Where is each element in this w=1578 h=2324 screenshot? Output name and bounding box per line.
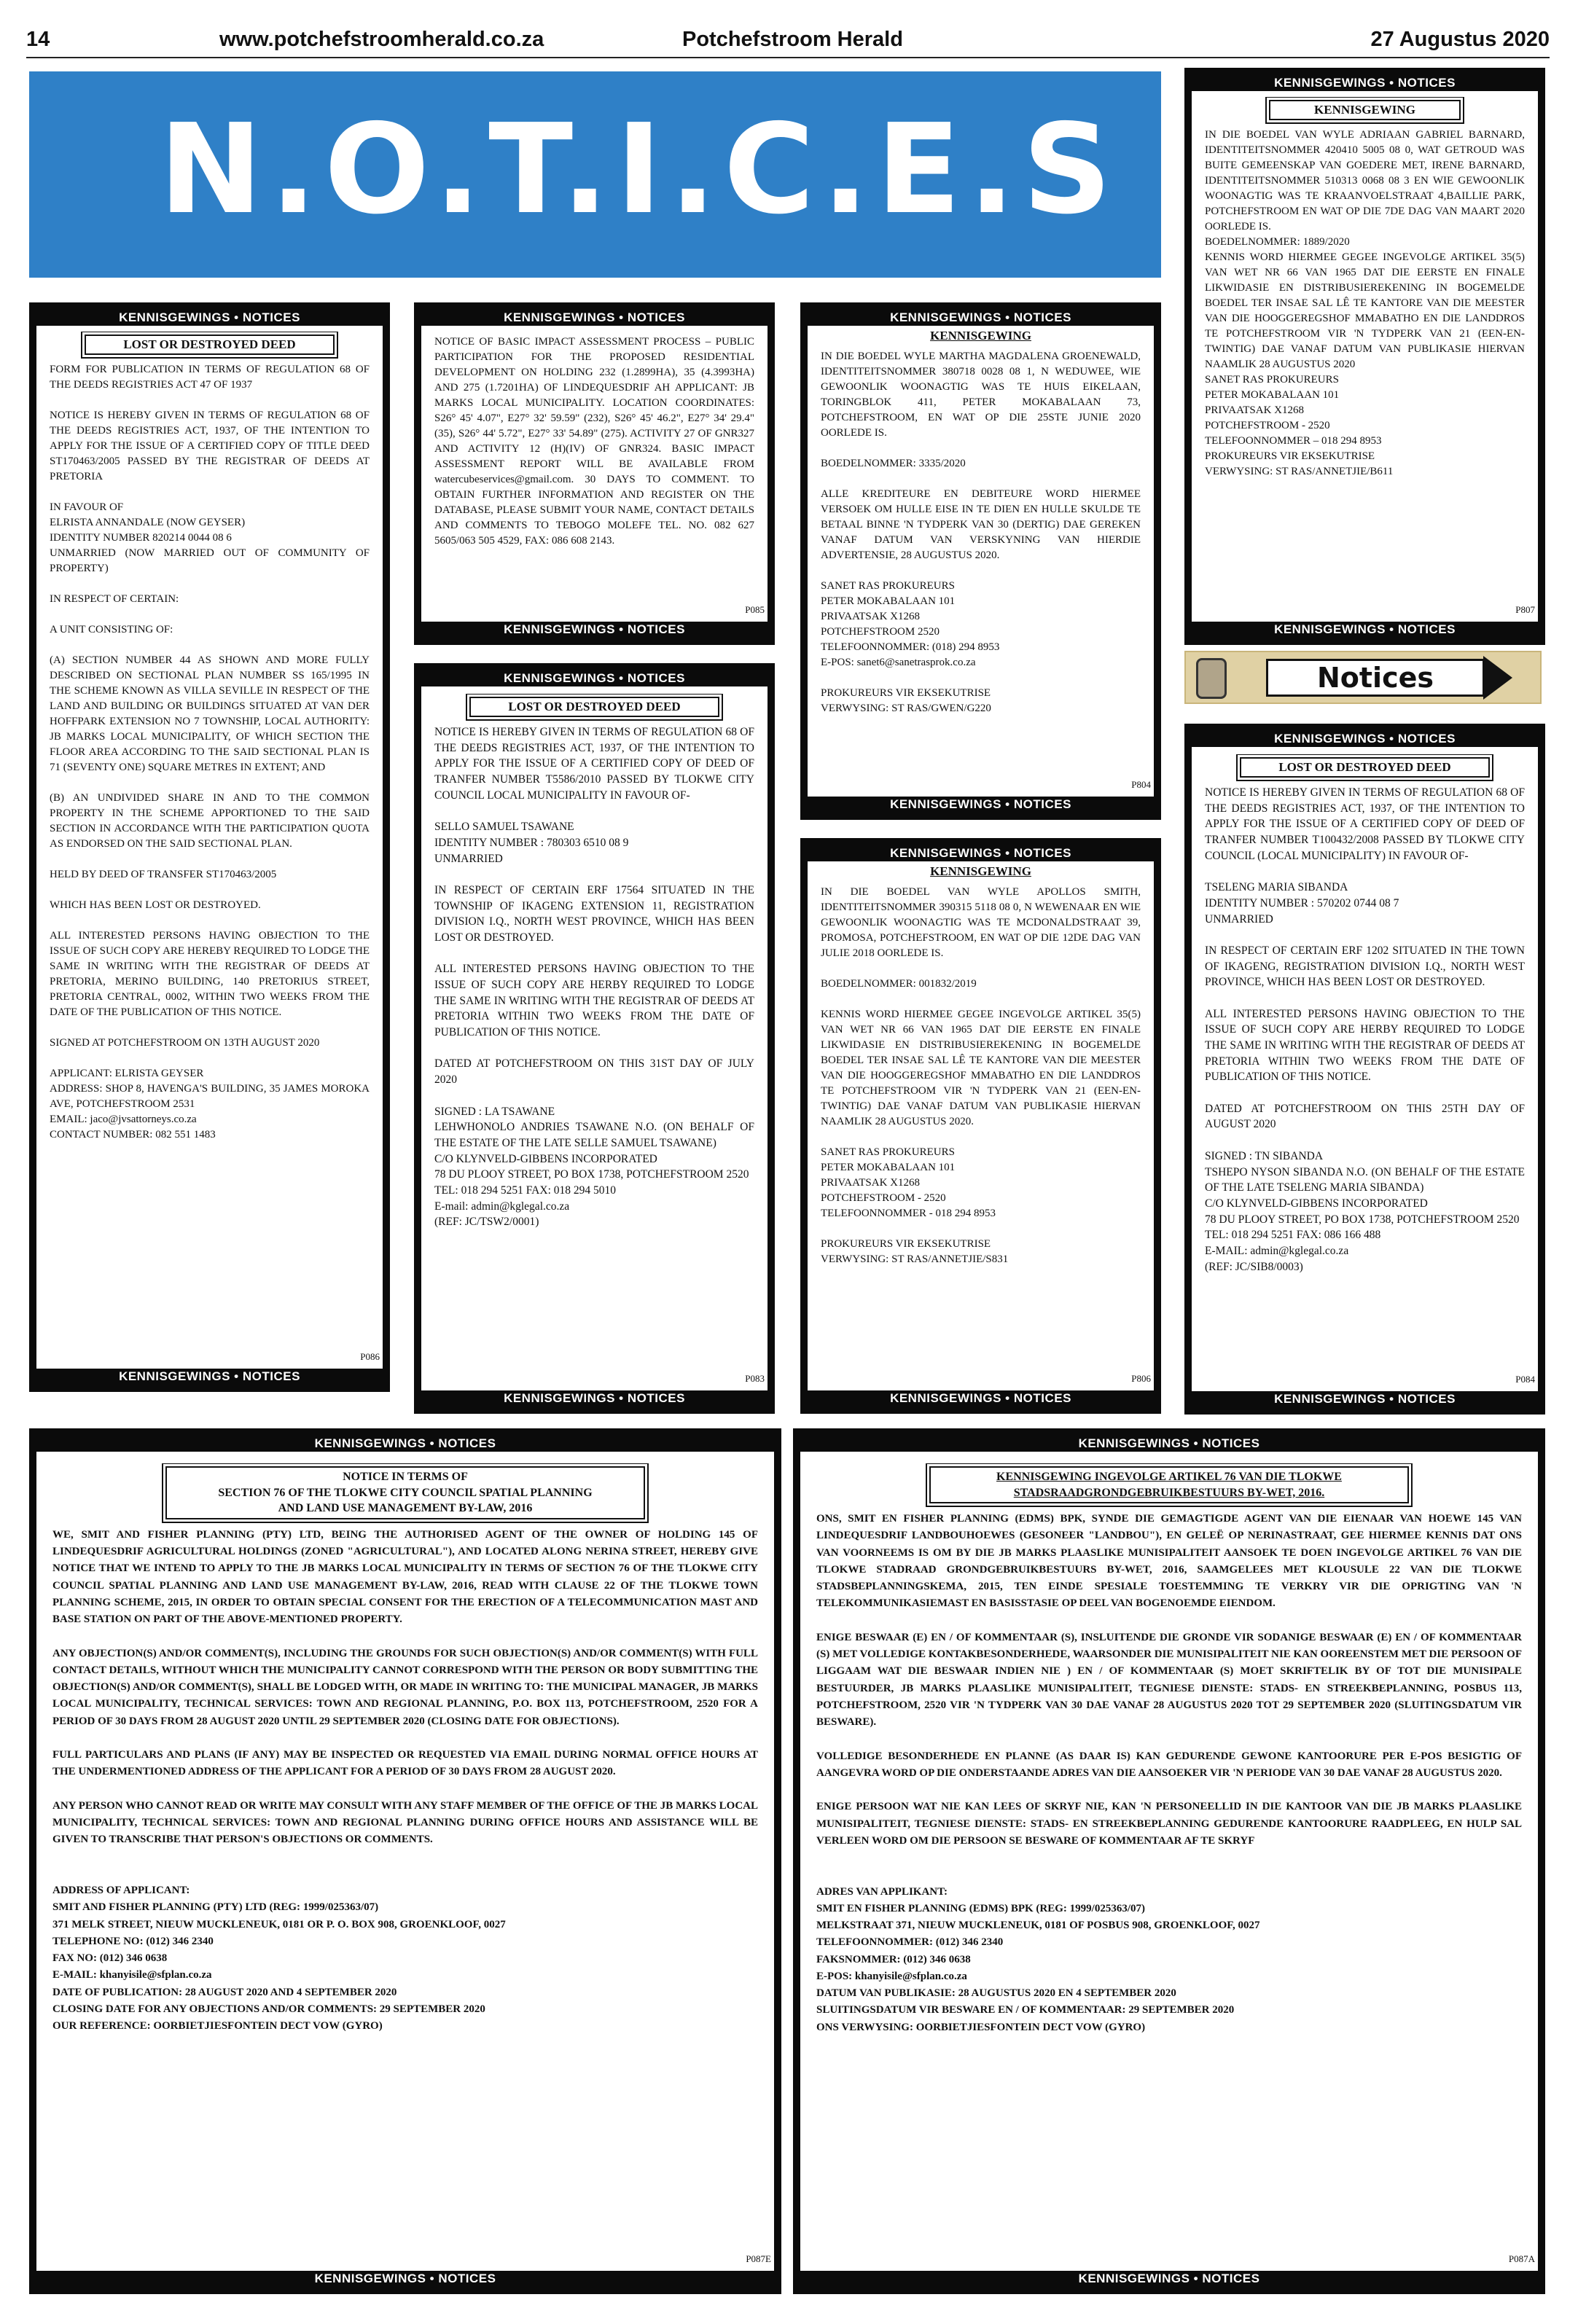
notice-title: LOST OR DESTROYED DEED bbox=[469, 697, 719, 717]
notice-p085 bbox=[414, 302, 775, 645]
notice-footer-bar: KENNISGEWINGS • NOTICES bbox=[800, 2271, 1538, 2287]
notice-p087e bbox=[29, 1428, 781, 2294]
notice-footer-bar: KENNISGEWINGS • NOTICES bbox=[421, 1390, 767, 1406]
notice-footer-bar: KENNISGEWINGS • NOTICES bbox=[36, 2271, 774, 2287]
notice-title: KENNISGEWING bbox=[930, 329, 1031, 343]
notice-reference: P804 bbox=[1131, 779, 1151, 790]
notice-body: FORM FOR PUBLICATION IN TERMS OF REGULATION 68 OF THE DEEDS REGISTRIES ACT 47 OF 1937 NOTICE IS HEREBY GIVEN IN TERMS OF REGULATION 68 OF THE DEEDS REGISTRIES ACT, 1937, OF THE INTENTION TO APPLY FOR THE ISSUE OF A CERTIFIED COPY OF TITLE DEED ST170463/2005 PASSED BY THE REGISTRAR OF DEEDS AT PRETORIA IN FAVOUR OF ELRISTA ANNANDALE (NOW GEYSER) IDENTITY NUMBER 820214 0044 08 6 UNMARRIED (NOW MARRIED OUT OF COMMUNITY OF PROPERTY) IN RESPECT OF CERTAIN: A UNIT CONSISTING OF: (A) SECTION NUMBER 44 AS SHOWN AND MORE FULLY DESCRIBED ON SECTIONAL PLAN NUMBER SS 165/1995 IN THE SCHEME KNOWN AS VILLA SEVILLE IN RESPECT OF THE LAND AND BUILDING OR BUILDINGS SITUATED AT VAN DER HOFFPARK EXTENSION NO 7 TOWNSHIP, LOCAL AUTHORITY: JB MARKS LOCAL MUNICIPALITY, OF WHICH SECTION THE FLOOR AREA ACCORDING TO THE SAID SECTIONAL PLAN IS 71 (SEVENTY ONE) SQUARE METRES IN EXTENT; AND (B) AN UNDIVIDED SHARE IN AND TO THE COMMON PROPERTY IN THE SCHEME APPORTIONED TO THE SAID SECTION IN ACCORDANCE WITH THE PARTICIPATION QUOTA AS ENDORSED ON THE SAID SECTIONAL PLAN. HELD BY DEED OF TRANSFER ST170463/2005 WHICH HAS BEEN LOST OR DESTROYED. ALL INTERESTED PERSONS HAVING OBJECTION TO THE ISSUE OF SUCH COPY ARE HEREBY REQUIRED TO LODGE THE SAME IN WRITING WITH THE REGISTRAR OF DEEDS AT PRETORIA, MERINO BUILDING, 140 PRETORIUS STREET, PRETORIA CENTRAL, 0002, WITHIN TWO WEEKS FROM THE DATE OF THE PUBLICATION OF THIS NOTICE. SIGNED AT POTCHEFSTROOM ON 13TH AUGUST 2020 APPLICANT: ELRISTA GEYSER ADDRESS: SHOP 8, HAVENGA'S BUILDING, 35 JAMES MOROKA AVE, POTCHEFSTROOM 2531 EMAIL: jaco@jvsattorneys.co.za CONTACT NUMBER: 082 551 1483 bbox=[50, 364, 370, 1141]
notice-header-bar: KENNISGEWINGS • NOTICES bbox=[808, 310, 1154, 326]
notice-title: LOST OR DESTROYED DEED bbox=[1240, 757, 1489, 778]
banner-title: N.O.T.I.C.E.S bbox=[159, 98, 1120, 242]
notice-footer-bar: KENNISGEWINGS • NOTICES bbox=[808, 1390, 1154, 1406]
notice-footer-bar: KENNISGEWINGS • NOTICES bbox=[421, 622, 767, 638]
notice-title: KENNISGEWING bbox=[1269, 100, 1461, 120]
notice-reference: P084 bbox=[1515, 1374, 1535, 1385]
notice-header-bar: KENNISGEWINGS • NOTICES bbox=[36, 1436, 774, 1452]
notice-reference: P087E bbox=[746, 2253, 771, 2264]
notice-reference: P086 bbox=[360, 1351, 380, 1362]
newspaper-name: Potchefstroom Herald bbox=[682, 28, 903, 51]
notice-body: WE, SMIT AND FISHER PLANNING (PTY) LTD, BEING THE AUTHORISED AGENT OF THE OWNER OF HOLDING 145 OF LINDEQUESDRIF AGRICULTURAL HOLDINGS (ZONED "AGRICULTURAL"), AND LOCATED ALONG NERINA STREET, HEREBY GIVE NOTICE THAT WE INTEND TO APPLY TO THE JB MARKS LOCAL MUNICIPALITY IN TERMS OF SECTION 76 OF THE TLOKWE CITY COUNCIL SPATIAL PLANNING AND LAND USE MANAGEMENT BY-LAW, 2016, READ WITH CLAUSE 22 OF THE TLOKWE TOWN PLANNING SCHEME, 2015, IN ORDER TO OBTAIN SPECIAL CONSENT FOR THE ERECTION OF A TELECOMMUNICATION MAST AND BASE STATION ON PART OF THE ABOVE-MENTIONED PROPERTY. ANY OBJECTION(S) AND/OR COMMENT(S), INCLUDING THE GROUNDS FOR SUCH OBJECTION(S) AND/OR COMMENT(S) WITH FULL CONTACT DETAILS, WITHOUT WHICH THE MUNICIPALITY CANNOT CORRESPOND WITH THE PERSON OR BODY SUBMITTING THE OBJECTION(S) AND/OR COMMENT(S), SHALL BE LODGED WITH, OR MADE IN WRITING TO: THE MUNICIPAL MANAGER, JB MARKS LOCAL MUNICIPALITY, TECHNICAL SERVICES: TOWN AND REGIONAL PLANNING, P.O. BOX 113, POTCHEFSTROOM, 2520 FOR A PERIOD OF 30 DAYS FROM 28 AUGUST 2020 UNTIL 29 SEPTEMBER 2020 (CLOSING DATE FOR OBJECTIONS). FULL PARTICULARS AND PLANS (IF ANY) MAY BE INSPECTED OR REQUESTED VIA EMAIL DURING NORMAL OFFICE HOURS AT THE UNDERMENTIONED ADDRESS OF THE APPLICANT FOR A PERIOD OF 30 DAYS FROM 28 AUGUST 2020. ANY PERSON WHO CANNOT READ OR WRITE MAY CONSULT WITH ANY STAFF MEMBER OF THE OFFICE OF THE JB MARKS LOCAL MUNICIPALITY, TECHNICAL SERVICES: TOWN AND REGIONAL PLANNING DURING OFFICE HOURS AND ASSISTANCE WILL BE GIVEN TO TRANSCRIBE THAT PERSON'S OBJECTIONS OR COMMENTS. ADDRESS OF APPLICANT: SMIT AND FISHER PLANNING (PTY) LTD (REG: 1999/025363/07) 371 MELK STREET, NIEUW MUCKLENEUK, 0181 OR P. O. BOX 908, GROENKLOOF, 0027 TELEPHONE NO: (012) 346 2340 FAX NO: (012) 346 0638 E-MAIL: khanyisile@sfplan.co.za DATE OF PUBLICATION: 28 AUGUST 2020 AND 4 SEPTEMBER 2020 CLOSING DATE FOR ANY OBJECTIONS AND/OR COMMENTS: 29 SEPTEMBER 2020 OUR REFERENCE: OORBIETJIESFONTEIN DECT VOW (GYRO) bbox=[52, 1528, 758, 2032]
arrow-right-icon bbox=[1483, 656, 1512, 700]
notice-p087a bbox=[793, 1428, 1545, 2294]
website-url[interactable]: www.potchefstroomherald.co.za bbox=[219, 28, 544, 51]
notice-header-bar: KENNISGEWINGS • NOTICES bbox=[808, 845, 1154, 861]
notice-body: NOTICE IS HEREBY GIVEN IN TERMS OF REGULATION 68 OF THE DEEDS REGISTRIES ACT, 1937, OF THE INTENTION TO APPLY FOR THE ISSUE OF A CERTIFIED COPY OF DEED OF TRANFER NUMBER T5586/2010 PASSED BY TLOKWE CITY COUNCIL LOCAL MUNICIPALITY IN FAVOUR OF- SELLO SAMUEL TSAWANE IDENTITY NUMBER : 780303 6510 08 9 UNMARRIED IN RESPECT OF CERTAIN ERF 17564 SITUATED IN THE TOWNSHIP OF IKAGENG EXTENSION 11, REGISTRATION DIVISION I.Q., NORTH WEST PROVINCE, WHICH HAS BEEN LOST OR DESTROYED. ALL INTERESTED PERSONS HAVING OBJECTION TO THE ISSUE OF SUCH COPY ARE HERBY REQUIRED TO LODGE THE SAME IN WRITING WITH THE REGISTRAR OF DEEDS AT PRETORIA WITHIN TWO WEEKS FROM THE DATE OF PUBLICATION OF THIS NOTICE. DATED AT POTCHEFSTROOM ON THIS 31ST DAY OF JULY 2020 SIGNED : LA TSAWANE LEHWHONOLO ANDRIES TSAWANE N.O. (ON BEHALF OF THE ESTATE OF THE LATE SELLE SAMUEL TSAWANE) C/O KLYNVELD-GIBBENS INCORPORATED 78 DU PLOOY STREET, PO BOX 1738, POTCHEFSTROOM 2520 TEL: 018 294 5251 FAX: 018 294 5010 E-mail: admin@kglegal.co.za (REF: JC/TSW2/0001) bbox=[434, 726, 754, 1229]
notice-title: KENNISGEWING bbox=[930, 864, 1031, 878]
page-number: 14 bbox=[26, 28, 50, 51]
notice-header-bar: KENNISGEWINGS • NOTICES bbox=[800, 1436, 1538, 1452]
notice-header-bar: KENNISGEWINGS • NOTICES bbox=[1192, 731, 1538, 747]
notice-p086 bbox=[29, 302, 390, 1392]
notice-p804 bbox=[800, 302, 1161, 820]
notices-banner bbox=[29, 71, 1161, 278]
notice-header-bar: KENNISGEWINGS • NOTICES bbox=[1192, 75, 1538, 91]
notice-body: ONS, SMIT EN FISHER PLANNING (EDMS) BPK, SYNDE DIE GEMAGTIGDE AGENT VAN DIE EIENAAR VAN HOEWE 145 VAN LINDEQUESDRIF LANDBOUHOEWES (GESONEER "LANDBOU"), EN GELEË OP NERINASTRAAT, GEE HIERMEE KENNIS DAT ONS VAN VOORNEEMS IS OM BY DIE JB MARKS PLAASLIKE MUNISIPALITEIT AANSOEK TE DOEN INGEVOLGE ARTIKEL 76 VAN DIE TLOKWE STADRAAD GRONDGEBRUIKBESTUURS BY-WET, 2016, SAAMGELEES MET KLOUSULE 22 VAN DIE TLOKWE STADSBEPLANNINGSKEMA, 2015, TEN EINDE SPESIALE TOESTEMMING TE VERKRY VIR DIE OPRIGTING VAN 'N TELEKOMMUNIKASIEMAST EN BASISSTASIE OP DEEL VAN BOGENOEMDE EIENDOM. ENIGE BESWAAR (E) EN / OF KOMMENTAAR (S), INSLUITENDE DIE GRONDE VIR SODANIGE BESWAAR (E) EN / OF KOMMENTAAR (S) MET VOLLEDIGE KONTAKBESONDERHEDE, WAARSONDER DIE MUNISIPALITEIT NIE KAN OOREENSTEM MET DIE PERSOON OF LIGGAAM WAT DIE BESWAAR INDIEN NIE ) EN / OF KOMMENTAAR (S) MOET SKRIFTELIK BY OF TOT DIE MUNISIPALE BESTUURDER, JB MARKS PLAASLIKE MUNISIPALITEIT, TEGNIESE DIENSTE: STADS- EN STREEKBEPLANNING, POSBUS 113, POTCHEFSTROOM, 2520 VIR 'N TYDPERK VAN 30 DAE VANAF 28 AUGUSTUS 2020 TOT 29 SEPTEMBER 2020 (SLUITINGSDATUM VIR BESWARE). VOLLEDIGE BESONDERHEDE EN PLANNE (AS DAAR IS) KAN GEDURENDE GEWONE KANTOORURE PER E-POS BESIGTIG OF AANGEVRA WORD OP DIE ONDERSTAANDE ADRES VAN DIE AANSOEKER VIR 'N PERIODE VAN 30 DAE VANAF 28 AUGUSTUS 2020. ENIGE PERSOON WAT NIE KAN LEES OF SKRYF NIE, KAN 'N PERSONEELLID IN DIE KANTOOR VAN DIE JB MARKS PLAASLIKE MUNISIPALITEIT, TEGNIESE DIENSTE: STADS- EN STREEKBEPLANNING GEDURENDE KANTOORURE RAADPLEEG, EN HULP SAL VERLEEN WORD OM DIE PERSOON SE BESWARE OF KOMMENTAAR AF TE SKRYF ADRES VAN APPLIKANT: SMIT EN FISHER PLANNING (EDMS) BPK (REG: 1999/025363/07) MELKSTRAAT 371, NIEUW MUCKLENEUK, 0181 OF POSBUS 908, GROENKLOOF, 0027 TELEFOONNOMMER: (012) 346 2340 FAKSNOMMER: (012) 346 0638 E-POS: khanyisile@sfplan.co.za DATUM VAN PUBLIKASIE: 28 AUGUSTUS 2020 EN 4 SEPTEMBER 2020 SLUITINGSDATUM VIR BESWARE EN / OF KOMMENTAAR: 29 SEPTEMBER 2020 ONS VERWYSING: OORBIETJIESFONTEIN DECT VOW (GYRO) bbox=[816, 1513, 1522, 2033]
notice-p084 bbox=[1184, 724, 1545, 1415]
notice-body: NOTICE IS HEREBY GIVEN IN TERMS OF REGULATION 68 OF THE DEEDS REGISTRIES ACT, 1937, OF THE INTENTION TO APPLY FOR THE ISSUE OF A CERTIFIED COPY OF DEED OF TRANFER NUMBER T100432/2008 PASSED BY TLOKWE CITY COUNCIL (LOCAL MUNICIPALITY) IN FAVOUR OF- TSELENG MARIA SIBANDA IDENTITY NUMBER : 570202 0744 08 7 UNMARRIED IN RESPECT OF CERTAIN ERF 1202 SITUATED IN THE TOWN OF IKAGENG, REGISTRATION DIVISION I.Q., NORTH WEST PROVINCE, WHICH HAS BEEN LOST OR DESTROYED. ALL INTERESTED PERSONS HAVING OBJECTION TO THE ISSUE OF SUCH COPY ARE HERBY REQUIRED TO LODGE THE SAME IN WRITING WITH THE REGISTRAR OF DEEDS AT PRETORIA WITHIN TWO WEEKS FROM THE DATE OF PUBLICATION OF THIS NOTICE. DATED AT POTCHEFSTROOM ON THIS 25TH DAY OF AUGUST 2020 SIGNED : TN SIBANDA TSHEPO NYSON SIBANDA N.O. (ON BEHALF OF THE ESTATE OF THE LATE TSELENG MARIA SIBANDA) C/O KLYNVELD-GIBBENS INCORPORATED 78 DU PLOOY STREET, PO BOX 1738, POTCHEFSTROOM 2520 TEL: 018 294 5251 FAX: 086 166 488 E-MAIL: admin@kglegal.co.za (REF: JC/SIB8/0003) bbox=[1205, 786, 1525, 1273]
notice-reference: P087A bbox=[1508, 2253, 1535, 2264]
notice-header-bar: KENNISGEWINGS • NOTICES bbox=[421, 310, 767, 326]
notice-reference: P083 bbox=[745, 1373, 765, 1384]
notice-title: LOST OR DESTROYED DEED bbox=[85, 334, 334, 355]
notice-body: IN DIE BOEDEL VAN WYLE APOLLOS SMITH, IDENTITEITSNOMMER 390315 5118 08 0, N WEWENAAR EN WIE GEWOONLIK WOONAGTIG WAS TE MCDONALDSTRAAT 39, PROMOSA, POTCHEFSTROOM, EN WAT OP DIE 12DE DAG VAN JULIE 2018 OORLEDE IS. BOEDELNOMMER: 001832/2019 KENNIS WORD HIERMEE GEGEE INGEVOLGE ARTIKEL 35(5) VAN WET NR 66 VAN 1965 DAT DIE EERSTE EN FINALE LIKWIDASIE EN DISTRIBUSIEREKENING IN BOGEMELDE BOEDEL TER INSAE SAL LÊ TE KANTORE VAN DIE MEESTER VAN DIE HOOGGEREGSHOF MMABATHO EN DIE LANDDROS TE POTCHEFSTROOM VIR 'N TYDPERK VAN 21 (EEN-EN-TWINTIG) DAE VANAF DATUM VAN PUBLIKASIE HIERVAN NAAMLIK 28 AUGUSTUS 2020. SANET RAS PROKUREURS PETER MOKABALAAN 101 PRIVAATSAK X1268 POTCHEFSTROOM - 2520 TELEFOONNOMMER - 018 294 8953 PROKUREURS VIR EKSEKUTRISE VERWYSING: ST RAS/ANNETJIE/S831 bbox=[821, 886, 1141, 1265]
notice-header-bar: KENNISGEWINGS • NOTICES bbox=[36, 310, 383, 326]
notice-body: IN DIE BOEDEL VAN WYLE ADRIAAN GABRIEL BARNARD, IDENTITEITSNOMMER 420410 5005 08 0, WAT GETROUD WAS BUITE GEMEENSKAP VAN GOEDERE MET, IRENE BARNARD, IDENTITEITSNOMMER 510313 0068 08 3 EN WIE GEWOONLIK WOONAGTIG WAS TE KRAANVOELSTRAAT 4,BAILLIE PARK, POTCHEFSTROOM EN WAT OP DIE 7DE DAG VAN MAART 2020 OORLEDE IS. BOEDELNOMMER: 1889/2020 KENNIS WORD HIERMEE GEGEE INGEVOLGE ARTIKEL 35(5) VAN WET NR 66 VAN 1965 DAT DIE EERSTE EN FINALE LIKWIDASIE EN DISTRIBUSIEREKENING IN BOGEMELDE BOEDEL TER INSAE SAL LÊ TE KANTORE VAN DIE MEESTER VAN DIE HOOGGEREGSHOF MMABATHO EN DIE LANDDROS TE POTCHEFSTROOM VIR 'N TYDPERK VAN 21 (EEN-EN-TWINTIG) DAE VANAF DATUM VAN PUBLIKASIE HIERVAN NAAMLIK 28 AUGUSTUS 2020 SANET RAS PROKUREURS PETER MOKABALAAN 101 PRIVAATSAK X1268 POTCHEFSTROOM - 2520 TELEFOONNOMMER – 018 294 8953 PROKUREURS VIR EKSEKUTRISE VERWYSING: ST RAS/ANNETJIE/B611 bbox=[1205, 129, 1525, 477]
notice-p083 bbox=[414, 663, 775, 1414]
notice-title: KENNISGEWING INGEVOLGE ARTIKEL 76 VAN DIE TLOKWE STADSRAADGRONDGEBRUIKBESTUURS BY-WET, 2016. bbox=[929, 1466, 1409, 1503]
scroll-icon bbox=[1196, 658, 1227, 699]
notice-footer-bar: KENNISGEWINGS • NOTICES bbox=[808, 797, 1154, 813]
notice-footer-bar: KENNISGEWINGS • NOTICES bbox=[36, 1369, 383, 1385]
issue-date: 27 Augustus 2020 bbox=[1370, 28, 1550, 51]
notice-body: IN DIE BOEDEL WYLE MARTHA MAGDALENA GROENEWALD, IDENTITEITSNOMMER 380718 0028 08 1, N WEDUWEE, WIE GEWOONLIK WOONAGTIG WAS TE HUIS EIKELAAN, TORINGBLOK 411, PETER MOKABALAAN 73, POTCHEFSTROOM, EN WAT OP DIE 25STE JUNIE 2020 OORLEDE IS. BOEDELNOMMER: 3335/2020 ALLE KREDITEURE EN DEBITEURE WORD HIERMEE VERSOEK OM HULLE EISE IN TE DIEN EN HULLE SKULDE TE BETAAL BINNE 'N TYDPERK VAN 30 (DERTIG) DAE GEREKEN VANAF DATUM VAN VERSKYNING VAN HIERDIE ADVERTENSIE, 28 AUGUSTUS 2020. SANET RAS PROKUREURS PETER MOKABALAAN 101 PRIVAATSAK X1268 POTCHEFSTROOM 2520 TELEFOONNOMMER: (018) 294 8953 E-POS: sanet6@sanetrasprok.co.za PROKUREURS VIR EKSEKUTRISE VERWYSING: ST RAS/GWEN/G220 bbox=[821, 351, 1141, 714]
notice-footer-bar: KENNISGEWINGS • NOTICES bbox=[1192, 1391, 1538, 1407]
notice-footer-bar: KENNISGEWINGS • NOTICES bbox=[1192, 622, 1538, 638]
notices-badge bbox=[1184, 651, 1542, 704]
notice-title: NOTICE IN TERMS OF SECTION 76 OF THE TLOKWE CITY COUNCIL SPATIAL PLANNING AND LAND USE MANAGEMENT BY-LAW, 2016 bbox=[165, 1466, 645, 1519]
notice-body: NOTICE OF BASIC IMPACT ASSESSMENT PROCESS – PUBLIC PARTICIPATION FOR THE PROPOSED RESIDENTIAL DEVELOPMENT ON HOLDING 232 (1.2899HA), 35 (4.3993HA) AND 275 (1.7201HA) OF LINDEQUESDRIF AH APPLICANT: JB MARKS LOCAL MUNICIPALITY. LOCATION COORDINATES: S26° 45' 4.07", E27° 32' 59.59" (232), S26° 45' 46.2", E27° 34' 29.4" (35), S26° 44' 5.72", E27° 33' 54.89" (275). ACTIVITY 27 OF GNR327 AND ACTIVITY 12 (H)(IV) OF GNR324. BASIC IMPACT ASSESSMENT REPORT WILL BE AVAILABLE FROM watercubeservices@gmail.com. 30 DAYS TO COMMENT. TO OBTAIN FURTHER INFORMATION AND REGISTER ON THE DATABASE, PLEASE SUBMIT YOUR NAME, CONTACT DETAILS AND COMMENTS TO TEBOGO MOLEFE TEL. NO. 082 627 5605/063 505 4529, FAX: 086 608 2143. bbox=[434, 336, 754, 547]
notice-p806 bbox=[800, 838, 1161, 1414]
notice-reference: P807 bbox=[1515, 604, 1535, 615]
page-header bbox=[26, 26, 1550, 58]
notice-reference: P806 bbox=[1131, 1373, 1151, 1384]
notices-badge-label: Notices bbox=[1266, 659, 1485, 697]
notice-reference: P085 bbox=[745, 604, 765, 615]
notice-header-bar: KENNISGEWINGS • NOTICES bbox=[421, 670, 767, 686]
notice-p807 bbox=[1184, 68, 1545, 645]
